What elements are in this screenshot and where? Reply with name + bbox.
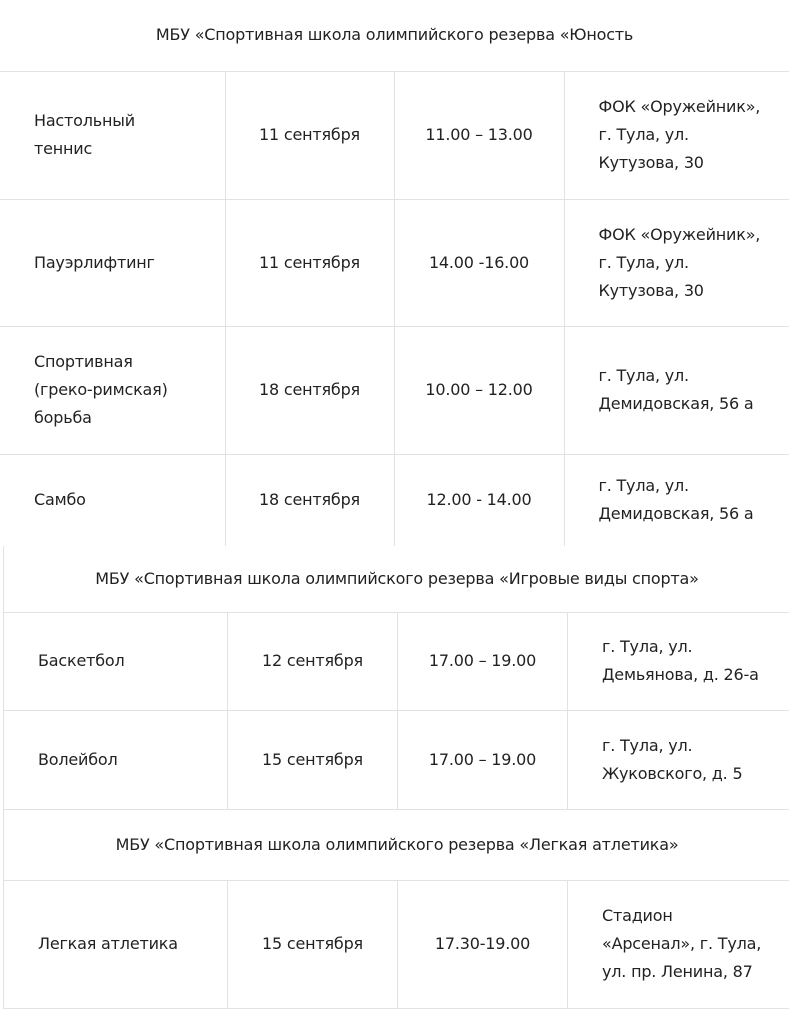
table-row	[0, 199, 789, 326]
sport-cell: Пауэрлифтинг	[0, 199, 225, 326]
time-cell: 17.00 – 19.00	[398, 710, 568, 809]
section-title: МБУ «Спортивная школа олимпийского резерва «Юность	[0, 0, 789, 71]
sport-cell: Спортивная (греко-римская) борьба	[0, 326, 225, 454]
section-header-row	[4, 810, 789, 880]
time-cell: 10.00 – 12.00	[394, 326, 564, 454]
section-title: МБУ «Спортивная школа олимпийского резерва «Легкая атлетика»	[4, 810, 789, 880]
sport-cell: Баскетбол	[4, 612, 228, 710]
sport-cell: Настольный теннис	[0, 71, 225, 199]
sport-cell: Самбо	[0, 454, 225, 546]
schedule-table-athletics	[3, 810, 789, 1009]
section-title: МБУ «Спортивная школа олимпийского резерва «Игровые виды спорта»	[4, 546, 789, 612]
date-cell: 15 сентября	[228, 880, 398, 1008]
time-cell: 12.00 - 14.00	[394, 454, 564, 546]
section-header-row	[4, 546, 789, 612]
date-cell: 11 сентября	[225, 71, 394, 199]
date-cell: 11 сентября	[225, 199, 394, 326]
sport-cell: Легкая атлетика	[4, 880, 228, 1008]
schedule-table-game-sports	[3, 546, 789, 810]
place-cell: ФОК «Оружейник», г. Тула, ул. Кутузова, 30	[564, 71, 789, 199]
table-row	[0, 71, 789, 199]
table-row	[4, 710, 789, 809]
date-cell: 15 сентября	[228, 710, 398, 809]
place-cell: Стадион «Арсенал», г. Тула, ул. пр. Ленина, 87	[568, 880, 789, 1008]
time-cell: 11.00 – 13.00	[394, 71, 564, 199]
date-cell: 18 сентября	[225, 326, 394, 454]
section-header-row	[0, 0, 789, 71]
place-cell: г. Тула, ул. Демидовская, 56 а	[564, 454, 789, 546]
date-cell: 12 сентября	[228, 612, 398, 710]
sport-cell: Волейбол	[4, 710, 228, 809]
date-cell: 18 сентября	[225, 454, 394, 546]
table-row	[4, 612, 789, 710]
time-cell: 17.00 – 19.00	[398, 612, 568, 710]
place-cell: ФОК «Оружейник», г. Тула, ул. Кутузова, 30	[564, 199, 789, 326]
place-cell: г. Тула, ул. Демидовская, 56 а	[564, 326, 789, 454]
time-cell: 14.00 -16.00	[394, 199, 564, 326]
table-row	[4, 880, 789, 1008]
table-row	[0, 326, 789, 454]
time-cell: 17.30-19.00	[398, 880, 568, 1008]
place-cell: г. Тула, ул. Демьянова, д. 26-а	[568, 612, 789, 710]
table-row	[0, 454, 789, 546]
place-cell: г. Тула, ул. Жуковского, д. 5	[568, 710, 789, 809]
